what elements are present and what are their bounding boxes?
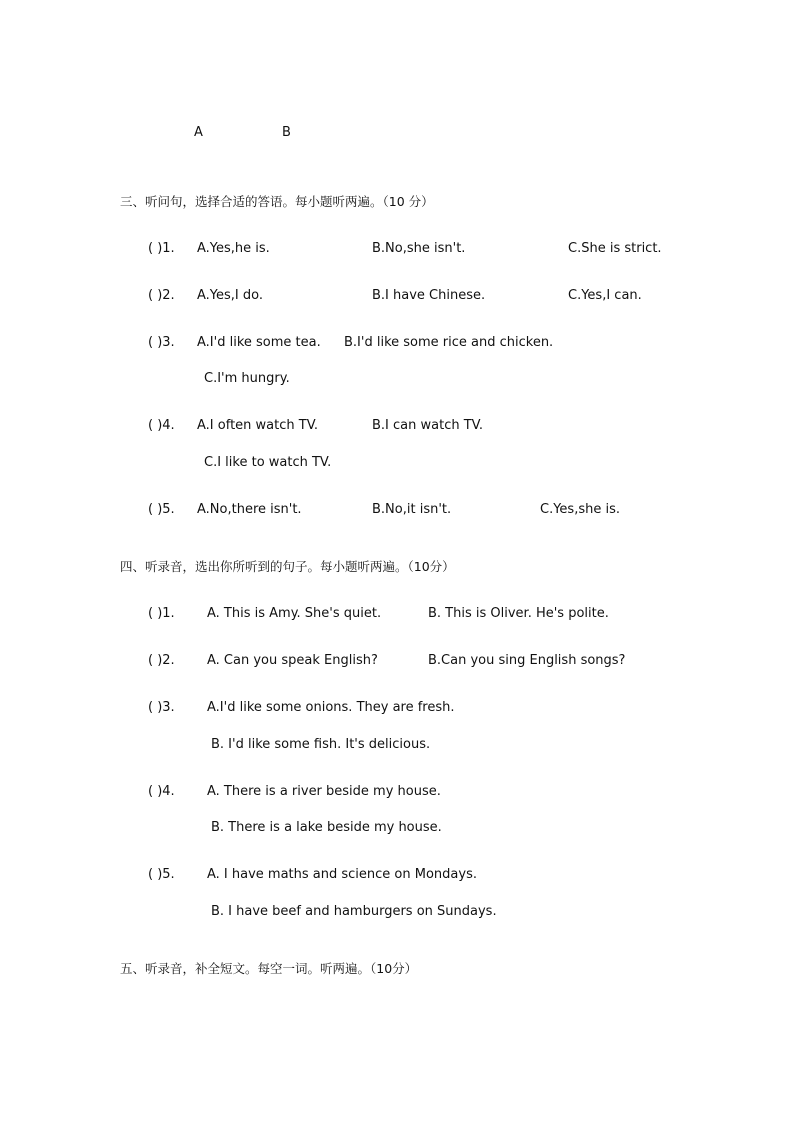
option-c: C.I like to watch TV. — [204, 455, 332, 470]
answer-bracket[interactable]: ( )3. — [148, 700, 175, 715]
option-a: A.No,there isn't. — [197, 502, 302, 517]
answer-bracket[interactable]: ( )1. — [148, 606, 175, 621]
answer-bracket[interactable]: ( )4. — [148, 418, 175, 433]
section-4-heading: 四、听录音，选出你所听到的句子。每小题听两遍。（10分） — [120, 559, 455, 574]
option-b: B.No,she isn't. — [372, 241, 466, 256]
option-b: B. I have beef and hamburgers on Sundays. — [211, 904, 497, 919]
option-c: C.Yes,I can. — [568, 288, 642, 303]
option-c: C.Yes,she is. — [540, 502, 620, 517]
option-c: C.I'm hungry. — [204, 371, 290, 386]
option-a: A. Can you speak English? — [207, 653, 378, 668]
answer-bracket[interactable]: ( )2. — [148, 653, 175, 668]
option-a: A.I often watch TV. — [197, 418, 319, 433]
answer-bracket[interactable]: ( )1. — [148, 241, 175, 256]
option-b: B. There is a lake beside my house. — [211, 820, 442, 835]
option-b: B. I'd like some fish. It's delicious. — [211, 737, 431, 752]
option-a: A.I'd like some onions. They are fresh. — [207, 700, 455, 715]
option-b: B. This is Oliver. He's polite. — [428, 606, 609, 621]
section-5-heading: 五、听录音，补全短文。每空一词。听两遍。（10分） — [120, 961, 418, 976]
answer-bracket[interactable]: ( )3. — [148, 335, 175, 350]
answer-bracket[interactable]: ( )4. — [148, 784, 175, 799]
option-c: C.She is strict. — [568, 241, 662, 256]
option-b: B.I'd like some rice and chicken. — [344, 335, 554, 350]
option-a: A. This is Amy. She's quiet. — [207, 606, 382, 621]
option-b: B.I have Chinese. — [372, 288, 486, 303]
option-a: A. I have maths and science on Mondays. — [207, 867, 477, 882]
option-b: B.I can watch TV. — [372, 418, 484, 433]
option-a: A.I'd like some tea. — [197, 335, 321, 350]
option-a: A.Yes,I do. — [197, 288, 263, 303]
option-b: B.No,it isn't. — [372, 502, 452, 517]
answer-bracket[interactable]: ( )2. — [148, 288, 175, 303]
answer-bracket[interactable]: ( )5. — [148, 867, 175, 882]
image-label-a: A — [194, 125, 203, 140]
answer-bracket[interactable]: ( )5. — [148, 502, 175, 517]
image-label-b: B — [282, 125, 291, 140]
option-b: B.Can you sing English songs? — [428, 653, 626, 668]
option-a: A.Yes,he is. — [197, 241, 270, 256]
option-a: A. There is a river beside my house. — [207, 784, 441, 799]
section-3-heading: 三、听问句，选择合适的答语。每小题听两遍。（10 分） — [120, 194, 434, 209]
